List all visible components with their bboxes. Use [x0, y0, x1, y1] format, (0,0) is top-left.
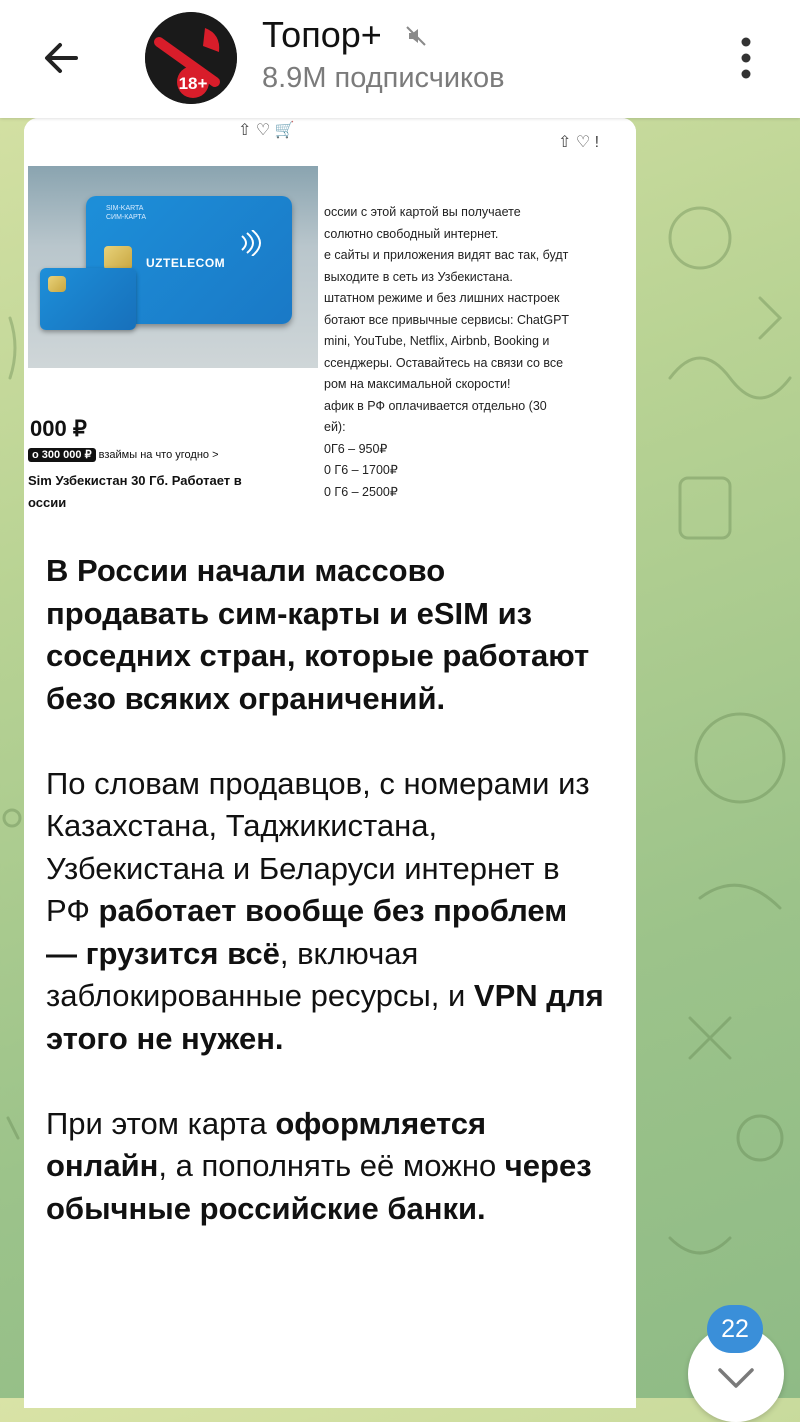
post-headline: В России начали массово продавать сим-карты и eSIM из соседних стран, которые работают безо всяких ограничений.	[46, 553, 590, 716]
bold-span: VPN для этого не нужен.	[46, 978, 604, 1056]
signal-icon	[236, 230, 262, 256]
post-text	[46, 550, 606, 1273]
credit-offer	[28, 448, 219, 461]
sim-chip-icon	[104, 246, 132, 270]
text-span: По словам продавцов, с номерами из Казахстана, Таджикистана, Узбекистана и Беларуси интернет в РФ	[46, 765, 590, 928]
channel-avatar[interactable]	[145, 12, 237, 104]
credit-text: взаймы на что угодно >	[98, 449, 219, 461]
chevron-down-icon	[716, 1366, 756, 1390]
description-line: выходите в сеть из Узбекистана.	[324, 269, 513, 284]
description-line: штатном режиме и без лишних настроек	[324, 291, 560, 305]
card-label: SIM-KARTA СИМ-КАРТА	[106, 205, 147, 221]
channel-post	[24, 118, 636, 1408]
description-line: афик в РФ оплачивается отдельно (30	[324, 398, 547, 413]
product-title-line: Sim Узбекистан 30 Гб. Работает в	[28, 473, 242, 488]
text-span: При этом карта	[46, 1105, 276, 1141]
post-paragraph	[46, 763, 606, 1061]
channel-title[interactable]: Топор+	[262, 14, 382, 55]
bold-span: оформляется онлайн	[46, 1105, 487, 1183]
more-vert-icon[interactable]	[728, 30, 764, 86]
description-line: 0 Г6 – 1700₽	[324, 463, 398, 477]
description-line: ссенджеры. Оставайтесь на связи со все	[324, 355, 564, 370]
arrow-left-icon[interactable]	[36, 32, 88, 84]
product-title	[28, 470, 318, 514]
sim-card-photo	[28, 166, 318, 368]
sim-card-small	[40, 268, 136, 330]
product-description	[324, 202, 636, 503]
post-paragraph	[46, 550, 606, 720]
description-line: mini, YouTube, Netflix, Airbnb, Booking и	[324, 334, 550, 348]
bold-span: через обычные российские банки.	[46, 1148, 592, 1226]
mute-icon	[404, 24, 428, 48]
description-line: ей):	[324, 420, 346, 434]
credit-amount: о 300 000 ₽	[28, 448, 96, 462]
age-rating-badge: 18+	[178, 74, 208, 93]
description-line: 0Г6 – 950₽	[324, 441, 388, 456]
text-span: , а пополнять её можно	[158, 1148, 505, 1183]
share-heart-cart-icons: ⇧ ♡ 🛒	[238, 122, 295, 139]
marketplace-screenshot-left	[24, 118, 320, 530]
bold-span: работает вообще без проблем — грузится всё	[46, 893, 568, 971]
description-line: солютно свободный интернет.	[324, 226, 499, 241]
text-span: , включая заблокированные ресурсы, и	[46, 935, 474, 1013]
description-line: е сайты и приложения видят вас так, будт	[324, 248, 569, 262]
axe-logo-icon	[145, 12, 237, 104]
description-line: ботают все привычные сервисы: ChatGPT	[324, 312, 570, 327]
channel-header	[0, 0, 800, 118]
marketplace-screenshot-right	[320, 118, 636, 530]
share-heart-cart-icons: ⇧ ♡ !	[558, 134, 600, 151]
sim-chip-small-icon	[48, 276, 66, 292]
description-line: 0 Г6 – 2500₽	[324, 484, 398, 499]
unread-count-badge: 22	[707, 1305, 763, 1353]
subscriber-count: 8.9M подписчиков	[262, 62, 505, 94]
post-image[interactable]	[24, 118, 636, 530]
description-line: оссии с этой картой вы получаете	[324, 205, 521, 219]
post-paragraph	[46, 1103, 606, 1231]
product-title-line: оссии	[28, 495, 67, 510]
description-line: ром на максимальной скорости!	[324, 377, 511, 391]
product-price: 000 ₽	[30, 416, 87, 441]
card-brand: UZTELECOM	[146, 256, 226, 270]
